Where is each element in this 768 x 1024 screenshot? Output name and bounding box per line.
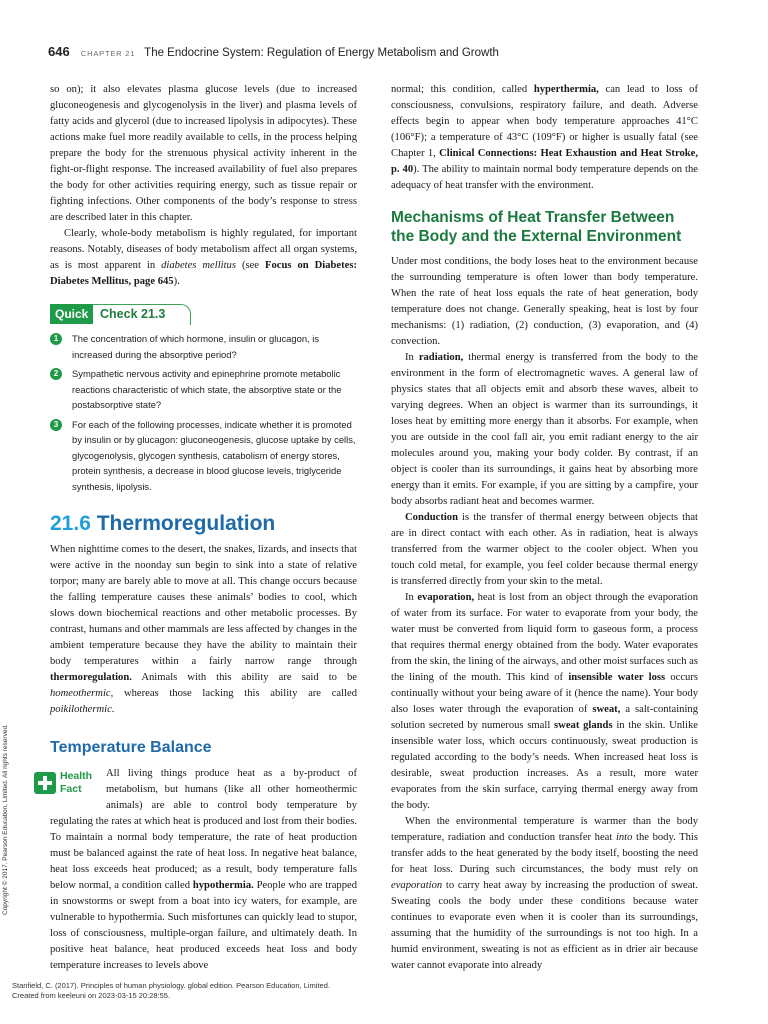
right-column xyxy=(391,82,698,974)
paragraph: When the environmental temperature is warmer than the body temperature, radiation and conduction transfer heat into the body. This transfer adds to the heat generated by the body itself, boosting the need for heat loss. During such circumstances, the body must rely on evaporation to carry heat away by increasing the production of sweat. Sweating cools the body under these conditions because water continues to evaporate even when it is cooler than its surroundings, assuming that the humidity of the surroundings is not too high. In a humid environment, sweating is not as efficient as in drier air because water cannot evaporate into already xyxy=(391,816,698,971)
quick-check-title: Check 21.3 xyxy=(100,307,166,321)
chapter-title: The Endocrine System: Regulation of Energy Metabolism and Growth xyxy=(144,47,499,59)
chapter-label: CHAPTER 21 xyxy=(80,49,136,58)
health-fact-badge: Health Fact xyxy=(34,768,98,812)
running-header xyxy=(48,44,499,59)
paragraph: When nighttime comes to the desert, the snakes, lizards, and insects that were active in the noonday sun begin to sink into a state of relative torpor; many are barely able to move at all. This change occurs because the falling temperature causes these animals’ bodies to cool, which slows down biochemical reactions and other metabolic processes. By contrast, humans and other mammals are less affected by changes in the ambient temperature because they have the ability to maintain their body temperatures within a fairly narrow range through thermoregulation. Animals with this ability are said to be homeothermic, whereas those lacking this ability are called poikilothermic. xyxy=(50,544,357,715)
paragraph: Under most conditions, the body loses heat to the environment because the surrounding temperature is often lower than body temperature. When the rate of heat loss equals the rate of heat generation, body temperature does not change. Generally speaking, heat is lost by four mechanisms: (1) radiation, (2) conduction, (3) evaporation, and (4) convection. xyxy=(391,256,698,347)
paragraph: Conduction is the transfer of thermal energy between objects that are in direct contact with each other. As in radiation, heat is always transferred from the warmer object to the cooler object. When you touch cold metal, for example, you feel colder because thermal energy is transferred directly from your skin to the metal. xyxy=(391,512,698,587)
question-item: 3 For each of the following processes, indicate whether it is promoted by insulin or by glucagon: gluconeogenesis, glucose uptake by cells, glycogenolysis, glycogen synthesis, catabolism of energy stores, protein synthesis, a decrease in blood glucose levels, triglyceride synthesis, lipolysis. xyxy=(50,417,357,495)
health-cross-icon xyxy=(34,772,56,794)
citation: Stanfield, C. (2017). Principles of human physiology. global edition. Pearson Education, Limited. xyxy=(12,981,330,990)
paragraph: Clearly, whole-body metabolism is highly regulated, for important reasons. Notably, diseases of body metabolism affect all organ systems, as is most apparent in diabetes mellitus (see Focus on Diabetes: Diabetes Mellitus, page 645). xyxy=(50,228,358,287)
footer xyxy=(12,981,330,1001)
quick-label: Quick xyxy=(50,304,93,324)
quick-check-box xyxy=(50,304,357,494)
subsection-heading: Mechanisms of Heat Transfer Between the Body and the External Environment xyxy=(391,209,682,245)
copyright-notice: Copyright © 2017. Pearson Education, Limited. All rights reserved. xyxy=(2,724,9,915)
paragraph: Health Fact All living things produce heat as a by-product of metabolism, but humans (like all other homeothermic animals) are able to control body temperature by regulating the rates at which heat is produced and lost from their bodies. To maintain a normal body temperature, the rate of heat production must be balanced against the rate of heat loss. In negative heat balance, heat loss exceeds heat produced; as a result, body temperature falls below normal, a condition called hypothermia. People who are trapped in snowstorms or swept from a boat into icy waters, for example, are vulnerable to hypothermia. Such misfortunes can quickly lead to stupor, loss of consciousness, multiple-organ failure, and ultimately death. In positive heat balance, heat produced exceeds heat loss and body temperature increases to levels above xyxy=(50,766,357,974)
cross-reference[interactable]: Focus on Diabetes: Diabetes Mellitus, page 645 xyxy=(50,260,358,287)
question-item: 2 Sympathetic nervous activity and epinephrine promote metabolic reactions characteristic of which state, the absorptive state or the postabsorptive state? xyxy=(50,366,357,413)
paragraph: normal; this condition, called hyperthermia, can lead to loss of consciousness, convulsions, respiratory failure, and death. Adverse effects begin to appear when body temperature approaches 41°C (106°F); a temperature of 43°C (109°F) or higher is usually fatal (see Chapter 1, Clinical Connections: Heat Exhaustion and Heat Stroke, p. 40). The ability to maintain normal body temperature depends on the adequacy of heat transfer with the environment. xyxy=(391,84,698,191)
paragraph: In radiation, thermal energy is transferred from the body to the environment in the form of electromagnetic waves. A general law of physics states that all objects emit and absorb these waves, albeit to varying degrees. When an object is warmer than its surroundings, it loses heat by emitting more energy than it absorbs. For example, when you are outside in the cool fall air, you emit radiant energy to the air molecules around you, making your body colder. By contrast, if an object is cooler than its surroundings, it gains heat by absorbing more energy than it emits. For example, if you are sitting by a campfire, your body absorbs radiant heat and becomes warmer. xyxy=(391,352,698,507)
section-heading: 21.6 Thermoregulation xyxy=(50,512,276,535)
paragraph: so on); it also elevates plasma glucose levels (due to increased gluconeogenesis and glycogenolysis in the liver) and plasma levels of fatty acids and glycerol (due to increased lipolysis in adipocytes). These actions make fuel more readily available to cells, in the process helping prepare the body for the strenuous physical activity inherent in the fight-or-flight response. The increased availability of fuel also prepares the body for other activities requiring energy, such as tissue repair or fighting infections. Other components of the body’s response to stress are described later in this chapter. xyxy=(50,84,357,223)
left-column xyxy=(50,82,357,974)
cross-reference[interactable]: Clinical Connections: Heat Exhaustion and Heat Stroke, p. 40 xyxy=(391,148,698,175)
paragraph: In evaporation, heat is lost from an object through the evaporation of water from its surface. For water to evaporate from your body, the water must be converted from liquid form to gaseous form, a process that requires thermal energy obtained from the body. Water evaporates from the skin, the lining of the airways, and other moist surfaces such as the lining of the mouth. This kind of insensible water loss occurs continually without your being aware of it (hence the name). Your body also loses water through the evaporation of sweat, a salt-containing solution secreted by numerous small sweat glands in the skin. Unlike insensible water loss, which occurs continuously, sweat production is regulated according to the body’s needs. When increased heat loss is desirable, sweat production increases. As a result, more water evaporates from the skin surface, carrying thermal energy away from the body. xyxy=(391,592,699,811)
created-note: Created from keeleuni on 2023-03-15 20:28:55. xyxy=(12,991,171,1000)
page-number: 646 xyxy=(48,44,70,59)
question-item: 1 The concentration of which hormone, insulin or glucagon, is increased during the absorptive period? xyxy=(50,331,357,362)
subsection-heading: Temperature Balance xyxy=(50,739,212,756)
